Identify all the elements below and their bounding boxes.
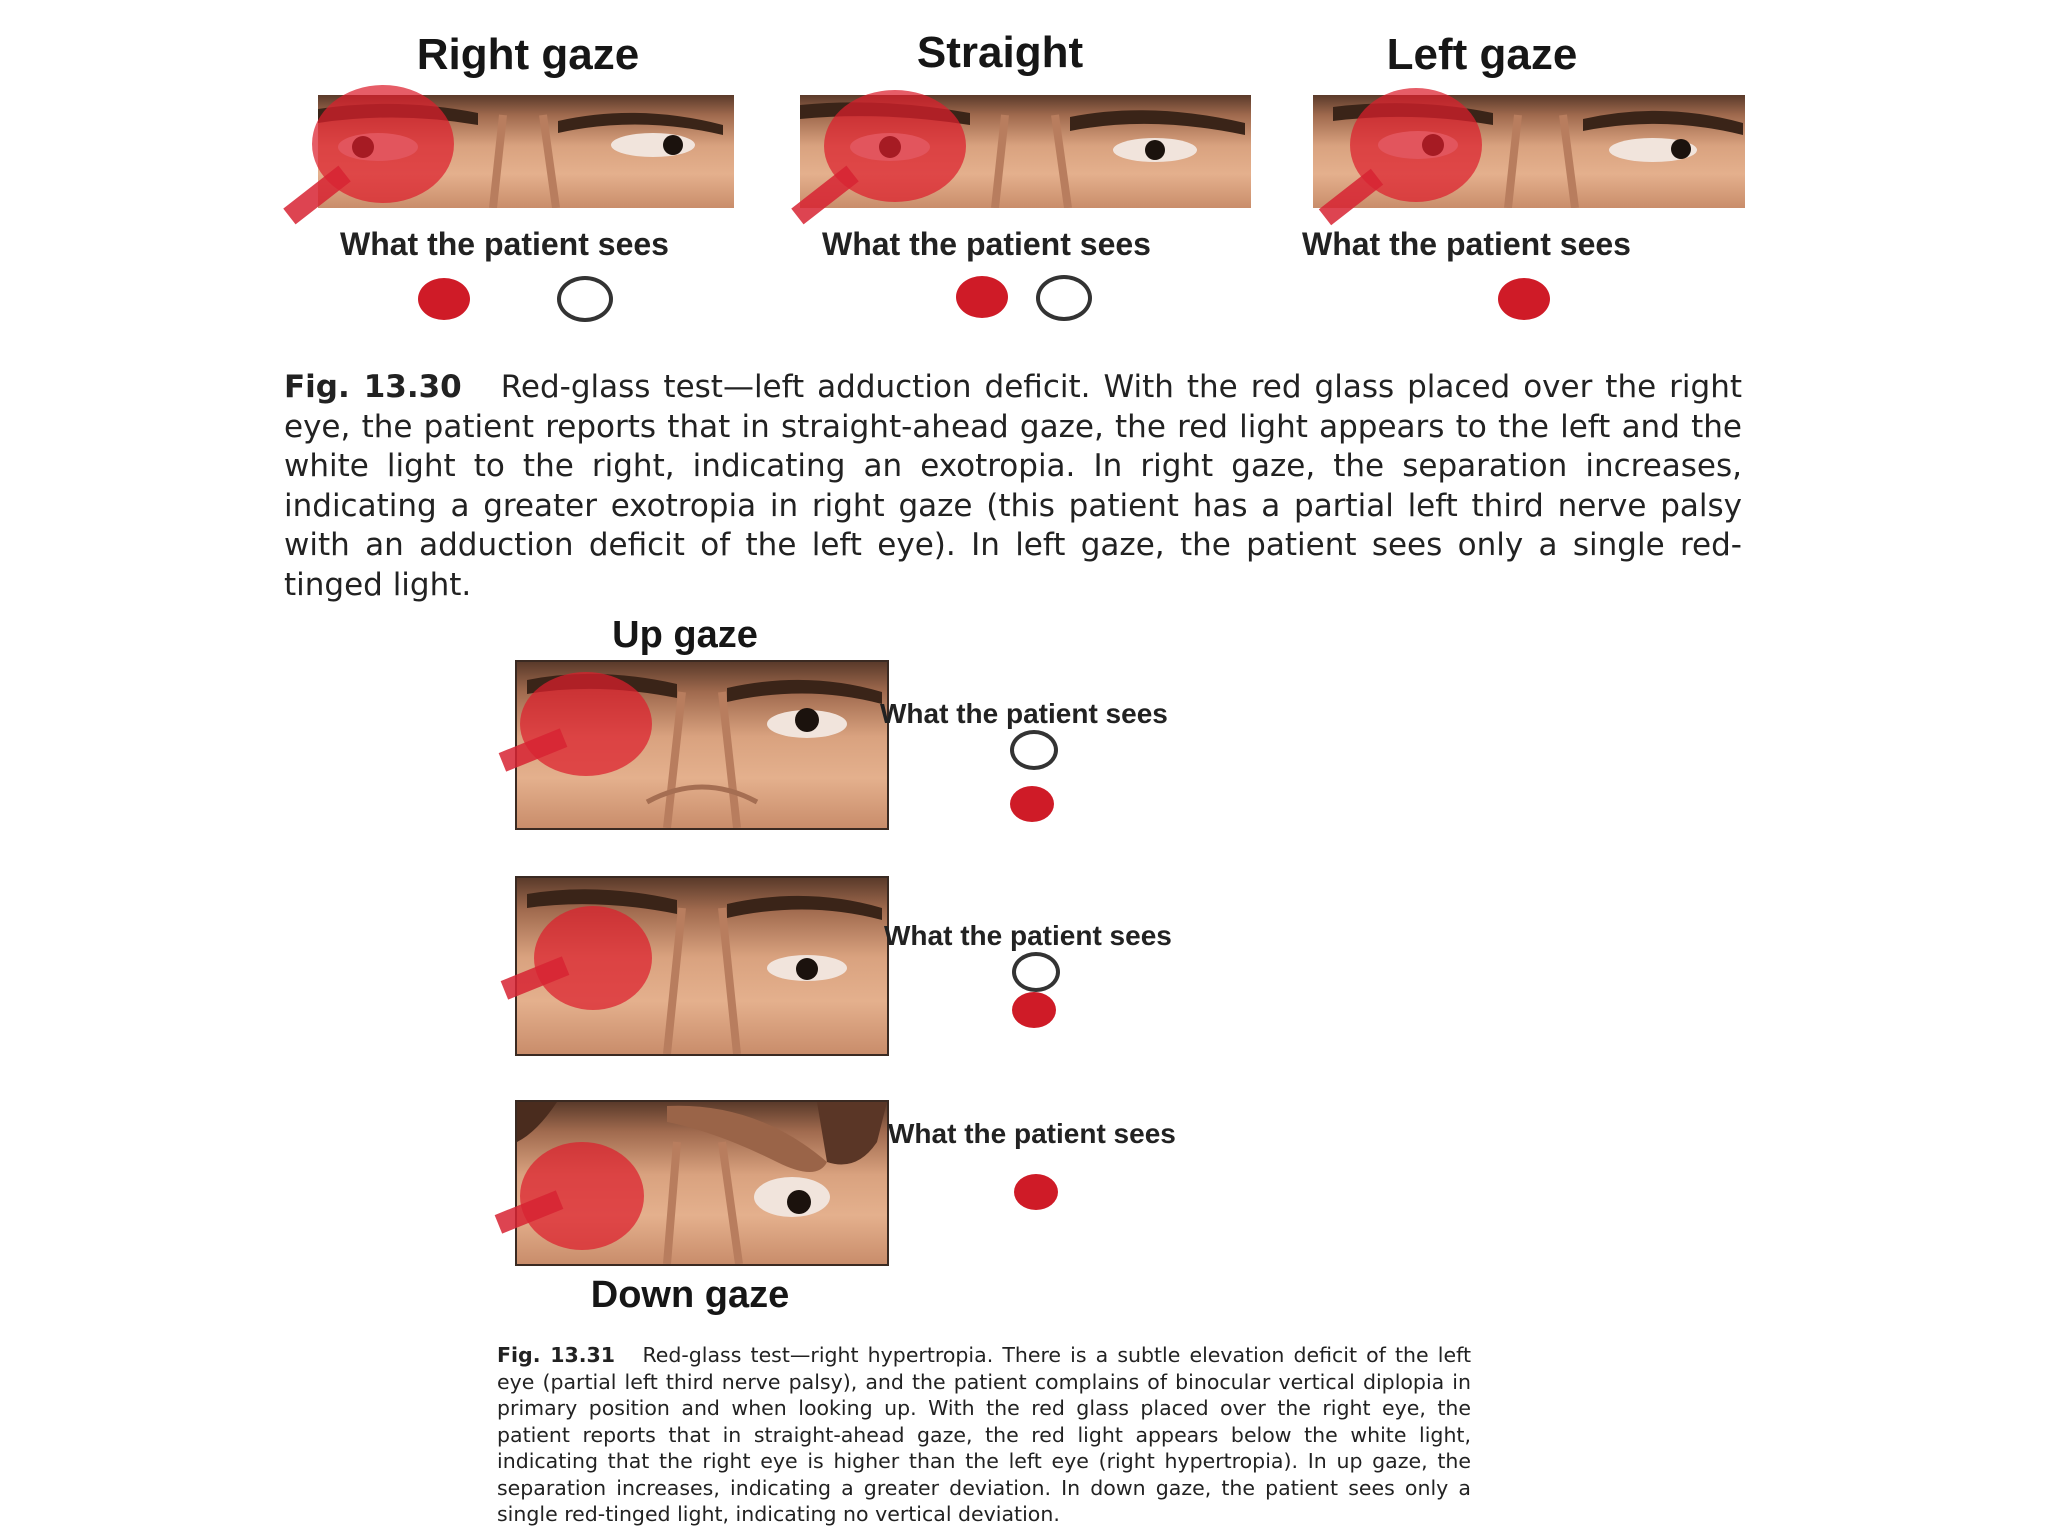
title-straight: Straight [916,28,1084,77]
title-down-gaze: Down gaze [590,1274,790,1316]
white-light-straight [1036,275,1092,321]
sees-label-right-gaze: What the patient sees [340,226,669,262]
figure-caption-13-31 [497,1342,1471,1528]
sees-label-straight-vertical: What the patient sees [884,920,1172,951]
title-up-gaze: Up gaze [612,614,758,656]
white-light-up-gaze [1010,730,1058,770]
figure-caption-13-30 [284,368,1742,605]
sees-label-down-gaze: What the patient sees [888,1118,1176,1149]
white-light-right-gaze [557,276,613,322]
red-light-right-gaze [418,278,470,320]
sees-label-straight: What the patient sees [822,226,1151,262]
red-light-down-gaze [1014,1174,1058,1210]
red-light-straight [956,276,1008,318]
red-light-straight-vertical [1012,992,1056,1028]
figure-caption-text: Red-glass test—right hypertropia. There is a subtle elevation deficit of the left eye (partial left third nerve palsy), and the patient complains of binocular vertical diplopia in primary position and when looking up. With the red glass placed over the right eye, the patient reports that in straight-ahead gaze, the red light appears below the white light, indicating that the right eye is higher than the left eye (right hypertropia). In up gaze, the separation increases, indicating a greater deviation. In down gaze, the patient sees only a single red-tinged light, indicating no vertical deviation. [497,1343,1471,1526]
sees-label-left-gaze: What the patient sees [1302,226,1631,262]
figure-number: Fig. 13.30 [284,369,462,405]
title-left-gaze: Left gaze [1386,30,1578,79]
figure-caption-text: Red-glass test—left adduction deficit. With the red glass placed over the right eye, the patient reports that in straight-ahead gaze, the red light appears to the left and the white light to the right, indicating an exotropia. In right gaze, the separation increases, indicating a greater exotropia in right gaze (this patient has a partial left third nerve palsy with an adduction deficit of the left eye). In left gaze, the patient sees only a single red-tinged light. [284,369,1743,603]
red-glass-straight-vertical [534,906,652,1010]
red-light-left-gaze [1498,278,1550,320]
white-light-straight-vertical [1012,952,1060,992]
title-right-gaze: Right gaze [416,30,640,79]
sees-label-up-gaze: What the patient sees [880,698,1168,729]
red-glass-up-gaze [520,672,652,776]
figure-number: Fig. 13.31 [497,1343,616,1367]
red-light-up-gaze [1010,786,1054,822]
